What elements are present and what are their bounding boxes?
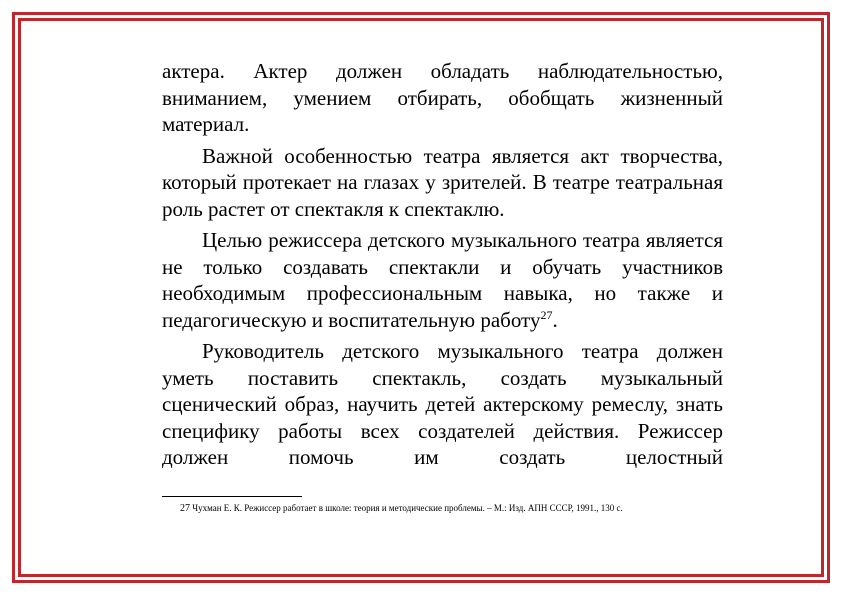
paragraph-3-end: . — [552, 307, 558, 332]
footnote-separator — [162, 496, 302, 497]
footnote-number: 27 — [180, 503, 190, 514]
paragraph-3 — [162, 227, 723, 333]
paragraph-1: актера. Актер должен обладать наблюдательностью, вниманием, умением отбирать, обобщать жизненный материал. — [162, 59, 723, 136]
footnote-reference: 27 — [540, 307, 553, 322]
paragraph-4: Руководитель детского музыкального театра должен уметь поставить спектакль, создать музыкальный сценический образ, научить детей актерскому ремеслу, знать специфику работы всех создателей действия. Режиссер должен помочь им создать целостный — [162, 339, 723, 469]
footnote — [180, 502, 740, 515]
footnote-text: Чухман Е. К. Режиссер работает в школе: теория и методические проблемы. – М.: Изд. АПН СССР, 1991., 130 с. — [192, 503, 623, 513]
document-body — [162, 58, 723, 476]
paragraph-3-text: Целью режиссера детского музыкального театра является не только создавать спектакли и обучать участников необходимым профессиональным навыка, но также и педагогическую и воспитательную работу — [162, 228, 723, 332]
paragraph-2: Важной особенностью театра является акт творчества, который протекает на глазах у зрителей. В театре театральная роль растет от спектакля к спектаклю. — [162, 143, 723, 221]
